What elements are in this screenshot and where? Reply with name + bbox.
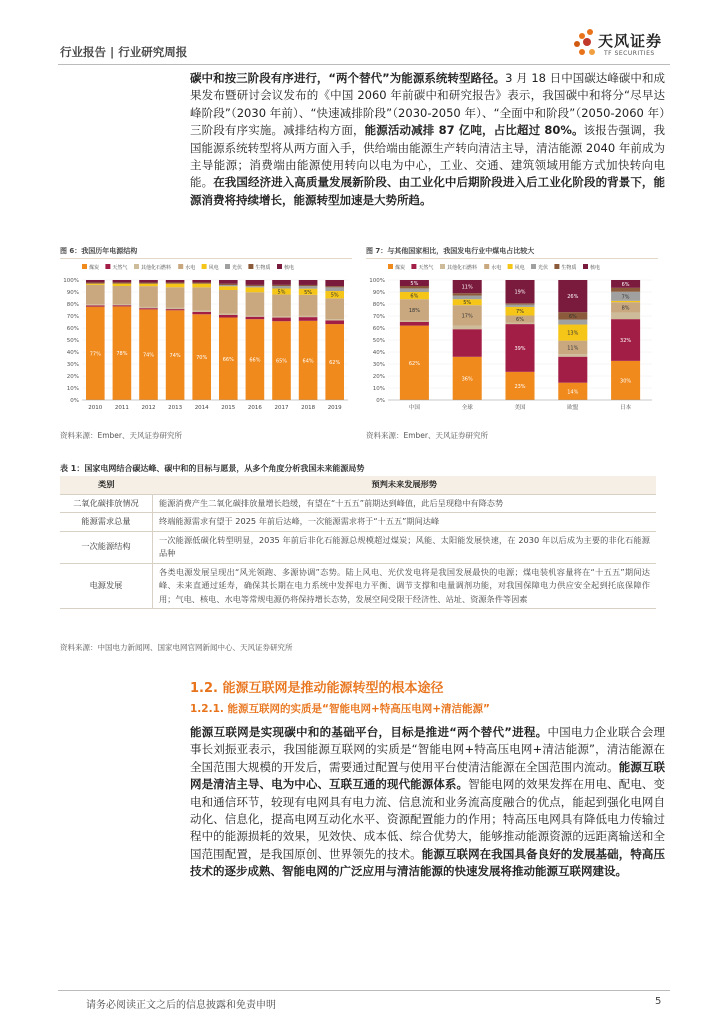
data-label: 23%: [514, 383, 526, 390]
table-cell-category: 一次能源结构: [60, 531, 153, 563]
bar-segment: [219, 285, 238, 286]
y-tick-label: 40%: [66, 350, 79, 356]
bar-segment: [219, 314, 238, 315]
y-tick-label: 10%: [372, 386, 385, 392]
bar-segment: [325, 319, 344, 320]
bar-segment: [400, 322, 429, 326]
bar-segment: [400, 321, 429, 322]
table-cell-desc: 终端能源需求有望于 2025 年前后达峰，一次能源需求将于“十五五”期间达峰: [153, 513, 657, 532]
bar-segment: [113, 280, 132, 282]
bar-segment: [219, 290, 238, 314]
legend-label: 煤炭: [89, 265, 100, 271]
legend-label: 生物质: [255, 265, 271, 271]
y-tick-label: 30%: [372, 362, 385, 368]
data-label: 14%: [567, 389, 579, 396]
table-row: [60, 531, 656, 563]
bar-segment: [299, 285, 318, 286]
bar-segment: [219, 280, 238, 284]
data-label: 8%: [621, 305, 630, 312]
table-row: [60, 494, 656, 513]
x-tick-label: 日本: [620, 405, 632, 411]
data-label: 30%: [620, 378, 632, 385]
y-tick-label: 30%: [66, 362, 79, 368]
outlook-table: [60, 476, 656, 609]
data-label: 36%: [461, 376, 473, 383]
data-label: 6%: [410, 293, 419, 300]
bar-segment: [611, 301, 640, 302]
y-tick-label: 0%: [70, 398, 79, 404]
y-tick-label: 90%: [372, 290, 385, 296]
data-label: 5%: [330, 292, 339, 299]
logo-name-en: TF SECURITIES: [604, 50, 655, 57]
bar-segment: [558, 320, 587, 325]
para1-lead: 碳中和按三阶段有序进行，“两个替代”为能源系统转型路径。: [190, 71, 506, 85]
table-source: 资料来源：中国电力新闻网、国家电网官网新闻中心、天风证券研究所: [60, 643, 293, 652]
bar-segment: [166, 284, 185, 288]
legend-label: 水电: [185, 265, 196, 271]
data-label: 6%: [568, 313, 577, 320]
bar-segment: [272, 285, 291, 286]
x-tick-label: 2017: [274, 405, 289, 411]
x-tick-label: 全球: [461, 405, 473, 411]
bar-segment: [272, 316, 291, 317]
section-heading: 1.2. 能源互联网是推动能源转型的根本途径: [190, 681, 444, 696]
x-tick-label: 欧盟: [567, 405, 579, 411]
data-label: 13%: [567, 330, 579, 337]
bar-segment: [192, 282, 211, 283]
bar-segment: [139, 282, 158, 283]
bar-segment: [192, 287, 211, 310]
bar-segment: [113, 284, 132, 286]
fig6-chart: [60, 260, 354, 418]
data-label: 39%: [514, 345, 526, 352]
data-label: 65%: [275, 358, 288, 365]
bar-segment: [272, 295, 291, 317]
para2-conclusion: 能源互联网在我国具备良好的发展基础，特高压技术的逐步成熟、智能电网的广泛应用与清洁能源的快速发展将推动能源互联网建设。: [190, 846, 665, 879]
bar-segment: [272, 280, 291, 285]
bar-segment: [166, 280, 185, 282]
bar-segment: [299, 317, 318, 321]
y-tick-label: 100%: [63, 278, 79, 284]
bar-segment: [86, 280, 105, 282]
y-tick-label: 90%: [66, 290, 79, 296]
y-tick-label: 20%: [372, 374, 385, 380]
legend-label: 水电: [491, 265, 502, 271]
data-label: 62%: [408, 360, 420, 367]
y-tick-label: 60%: [66, 326, 79, 332]
bar-segment: [166, 282, 185, 283]
table-row: [60, 513, 656, 532]
y-tick-label: 80%: [66, 302, 79, 308]
x-tick-label: 2011: [114, 405, 129, 411]
bar-segment: [246, 317, 265, 319]
data-label: 74%: [142, 352, 155, 359]
bar-segment: [325, 298, 344, 319]
data-label: 19%: [514, 289, 526, 296]
page-number: 5: [655, 996, 662, 1007]
legend-swatch: [508, 264, 513, 269]
legend-swatch: [225, 264, 230, 269]
data-label: 64%: [302, 358, 314, 365]
y-tick-label: 70%: [66, 314, 79, 320]
legend-label: 其他化石燃料: [141, 265, 172, 271]
bar-segment: [139, 308, 158, 309]
x-tick-label: 2012: [141, 405, 156, 411]
x-tick-label: 2010: [88, 405, 103, 411]
footer-divider: [58, 990, 670, 991]
fig7-source: 资料来源：Ember、天风证券研究所: [366, 431, 489, 440]
bar-segment: [558, 357, 587, 383]
bar-segment: [505, 304, 534, 306]
x-tick-label: 2014: [194, 405, 209, 411]
legend-swatch: [105, 264, 110, 269]
legend-label: 光伏: [538, 265, 549, 271]
bar-segment: [113, 305, 132, 306]
logo-name: 天风证券: [598, 32, 663, 50]
legend-label: 风电: [514, 265, 525, 271]
y-tick-label: 0%: [376, 398, 385, 404]
bar-segment: [246, 316, 265, 317]
bar-segment: [139, 284, 158, 286]
table-cell-category: 电源发展: [60, 563, 153, 609]
legend-swatch: [134, 264, 139, 269]
legend-swatch: [277, 264, 282, 269]
bar-segment: [86, 285, 105, 304]
bar-segment: [219, 286, 238, 290]
y-tick-label: 100%: [369, 278, 385, 284]
legend-swatch: [178, 264, 183, 269]
legend-swatch: [388, 264, 393, 269]
bar-segment: [192, 311, 211, 312]
data-label: 5%: [463, 300, 472, 307]
bar-segment: [325, 280, 344, 286]
x-tick-label: 2015: [221, 405, 236, 411]
bar-segment: [246, 286, 265, 287]
fig6-title: 图 6：我国历年电源结构: [60, 247, 138, 255]
para1-body: 3 月 18 日中国碳达峰碳中和成果发布暨研讨会议发布的《中国 2060 年前碳中和研究报告》表示，我国碳中和将分“尽早达峰阶段”（2030 年前）、“快速减排阶段”（2030-2050 年）、“全面中和阶段”（2050-2060 年）三阶段有序实施。减排结构方面，: [190, 71, 665, 138]
bar-segment: [558, 354, 587, 356]
legend-swatch: [440, 264, 445, 269]
paragraph-carbon-neutral: [190, 70, 665, 209]
y-tick-label: 40%: [372, 350, 385, 356]
bar-segment: [219, 284, 238, 285]
table-cell-desc: 能源消费产生二氧化碳排放量增长趋缓，有望在“十五五”前期达到峰值，此后呈现稳中有降态势: [153, 494, 657, 513]
bar-segment: [325, 286, 344, 287]
data-label: 66%: [249, 357, 261, 364]
y-tick-label: 50%: [372, 338, 385, 344]
bar-segment: [453, 293, 482, 295]
bar-segment: [453, 329, 482, 357]
bar-segment: [299, 286, 318, 288]
legend-label: 光伏: [232, 265, 243, 271]
legend-swatch: [484, 264, 489, 269]
data-label: 17%: [461, 313, 473, 320]
bar-segment: [299, 295, 318, 316]
table-header-category: 类别: [60, 476, 153, 494]
x-tick-label: 中国: [408, 405, 420, 411]
data-label: 78%: [116, 351, 128, 358]
bar-segment: [611, 313, 640, 320]
fig6-divider: [60, 258, 352, 259]
data-label: 6%: [516, 317, 524, 324]
data-label: 26%: [567, 294, 579, 301]
legend-swatch: [202, 264, 207, 269]
data-label: 7%: [516, 309, 524, 316]
paragraph-energy-internet: [190, 724, 665, 881]
bar-segment: [272, 318, 291, 322]
legend-label: 天然气: [112, 265, 128, 271]
data-label: 32%: [620, 338, 632, 344]
bar-segment: [325, 320, 344, 324]
data-label: 62%: [329, 360, 341, 367]
y-tick-label: 70%: [372, 314, 385, 320]
data-label: 66%: [222, 356, 234, 363]
legend-label: 其他化石燃料: [447, 265, 478, 271]
bar-segment: [113, 304, 132, 305]
bar-segment: [86, 282, 105, 283]
bar-segment: [453, 326, 482, 330]
legend-swatch: [531, 264, 536, 269]
para2-body: 中国电力企业联合会理事长刘振亚表示，我国能源互联网的实质是“智能电网+特高压电网+清洁能源”，清洁能源在全国范围大规模的开发后，需要通过配置与使用平台使清洁能源在全国范围内流动。: [190, 725, 665, 774]
y-tick-label: 50%: [66, 338, 79, 344]
report-category: 行业报告 | 行业研究周报: [60, 45, 188, 59]
para1-conclusion: 在我国经济进入高质量发展新阶段、由工业化中后期阶段进入后工业化阶段的背景下，能源消费将持续增长，能源转型加速是大势所趋。: [190, 175, 666, 207]
bar-segment: [139, 280, 158, 282]
x-tick-label: 2013: [168, 405, 183, 411]
table-row: [60, 563, 656, 609]
bar-segment: [246, 280, 265, 285]
legend-swatch: [248, 264, 253, 269]
legend-label: 天然气: [418, 265, 434, 271]
table-cell-category: 能源需求总量: [60, 513, 153, 532]
bar-segment: [299, 316, 318, 317]
bar-segment: [139, 307, 158, 308]
data-label: 5%: [410, 281, 419, 287]
bar-segment: [86, 304, 105, 305]
legend-swatch: [583, 264, 588, 269]
fig7-chart: [366, 260, 658, 418]
fig6-source: 资料来源：Ember、天风证券研究所: [60, 431, 183, 440]
bar-segment: [86, 284, 105, 285]
x-tick-label: 2019: [327, 405, 342, 411]
bar-segment: [86, 305, 105, 306]
bar-segment: [166, 309, 185, 310]
fig7-divider: [366, 258, 658, 259]
para2-highlight: 能源互联网是清洁主导、电为中心、互联互通的现代能源体系。: [190, 759, 665, 792]
table-title: 表 1：国家电网结合碳达峰、碳中和的目标与愿景，从多个角度分析我国未来能源局势: [60, 464, 365, 473]
bar-segment: [272, 286, 291, 288]
data-label: 6%: [621, 281, 630, 288]
data-label: 74%: [169, 353, 181, 360]
para1-highlight: 能源活动减排 87 亿吨，占比超过 80%。: [364, 123, 584, 138]
y-tick-label: 10%: [66, 386, 79, 392]
table-cell-desc: 各类电源发展呈现出“风光领跑、多源协调”态势。陆上风电、光伏发电将是我国发展最快的电源；煤电装机容量将在“十五五”期间达峰、未来直通过延寿，确保其长期在电力系统中发挥电力平衡、调节支撑和电量调剂功能，对我国保障电力供应安全起到托底保障作用；气电、核电、水电等常规电源仍将保持增长态势，发展空间受限于经济性、站址、资源条件等因素: [153, 563, 657, 609]
footer-disclaimer: 请务必阅读正文之后的信息披露和免责申明: [86, 1000, 276, 1011]
subsection-heading: 1.2.1. 能源互联网的实质是“智能电网+特高压电网+清洁能源”: [190, 703, 490, 715]
fig7-title: 图 7：与其他国家相比，我国发电行业中煤电占比较大: [366, 247, 535, 255]
bar-segment: [166, 287, 185, 308]
data-label: 5%: [304, 289, 313, 296]
para1-body2: 该报告强调，我国能源系统转型将从两方面入手，供给端由能源生产转向清洁主导，清洁能源 2040 年前成为主导能源；消费端由能源使用转向以电为中心，工业、交通、建筑领域用能方式加快转向电能。: [190, 123, 666, 190]
x-tick-label: 2016: [247, 405, 262, 411]
data-label: 11%: [567, 345, 579, 352]
y-tick-label: 60%: [372, 326, 385, 332]
legend-label: 煤炭: [395, 265, 406, 271]
table-cell-desc: 一次能源低碳化转型明显，2035 年前后非化石能源总规模超过煤炭；风能、太阳能发展快速，在 2030 年以后成为主要的非化石能源品种: [153, 531, 657, 563]
bar-segment: [611, 288, 640, 292]
bar-segment: [192, 284, 211, 288]
bar-segment: [139, 286, 158, 307]
legend-swatch: [411, 264, 416, 269]
bar-segment: [453, 296, 482, 300]
table-header-outlook: 预判未来发展形势: [153, 476, 657, 494]
legend-label: 核电: [284, 265, 295, 271]
header-divider: [58, 64, 670, 65]
bar-segment: [299, 280, 318, 285]
legend-label: 生物质: [561, 265, 577, 271]
legend-label: 核电: [590, 265, 601, 271]
bar-segment: [192, 280, 211, 282]
y-tick-label: 80%: [372, 302, 385, 308]
table-cell-category: 二氧化碳排放情况: [60, 494, 153, 513]
bar-segment: [113, 282, 132, 283]
data-label: 7%: [621, 294, 630, 301]
bar-segment: [166, 308, 185, 309]
para2-lead: 能源互联网是实现碳中和的基础平台，目标是推进“两个替代”进程。: [190, 725, 548, 739]
data-label: 5%: [277, 289, 286, 296]
bar-segment: [246, 292, 265, 315]
data-label: 11%: [461, 284, 473, 291]
legend-swatch: [82, 264, 87, 269]
data-label: 18%: [408, 308, 420, 314]
bar-segment: [192, 312, 211, 314]
bar-segment: [505, 303, 534, 304]
data-label: 70%: [196, 355, 208, 362]
legend-label: 风电: [208, 265, 219, 271]
x-tick-label: 2018: [301, 405, 316, 411]
bar-segment: [400, 288, 429, 292]
bar-segment: [113, 286, 132, 304]
x-tick-label: 美国: [514, 405, 526, 411]
data-label: 77%: [89, 351, 101, 358]
para2-body2: 智能电网的效果发挥在用电、配电、变电和通信环节，较现有电网具有电力流、信息流和业务流高度融合的优点，能起到强化电网自动化、信息化，提高电网互动化水平、资源配置能力的作用；特高压电网具有降低电力传输过程中的能源损耗的效果，见效快、成本低、综合优势大，能够推动能源资源的远距离输送和全国范围配置，是我国原创、世界领先的技术。: [190, 777, 666, 861]
y-tick-label: 20%: [66, 374, 79, 380]
legend-swatch: [554, 264, 559, 269]
bar-segment: [246, 285, 265, 286]
bar-segment: [246, 287, 265, 292]
bar-segment: [219, 315, 238, 318]
bar-segment: [325, 287, 344, 291]
table-header-row: [60, 476, 656, 494]
